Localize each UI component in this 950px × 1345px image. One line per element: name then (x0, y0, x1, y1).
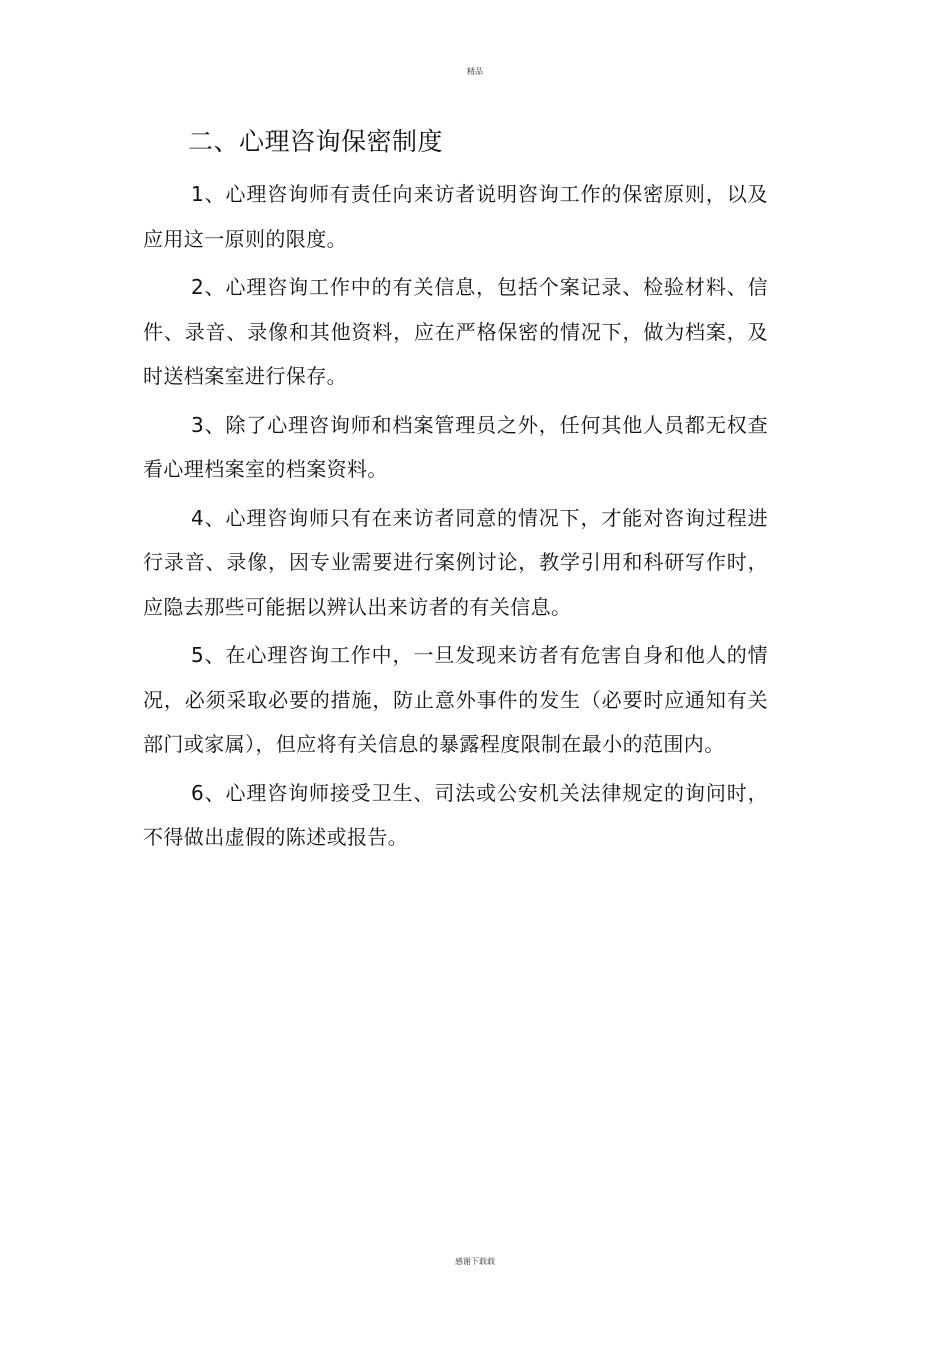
clause-4: 4、心理咨询师只有在来访者同意的情况下，才能对咨询过程进行录音、录像，因专业需要进行案例讨论，教学引用和科研写作时，应隐去那些可能据以辨认出来访者的有关信息。 (143, 505, 768, 619)
document-title: 二、心理咨询保密制度 (188, 127, 444, 156)
clause-5: 5、在心理咨询工作中，一旦发现来访者有危害自身和他人的情况，必须采取必要的措施，防止意外事件的发生（必要时应通知有关部门或家属），但应将有关信息的暴露程度限制在最小的范围内。 (143, 643, 768, 756)
clause-3: 3、除了心理咨询师和档案管理员之外，任何其他人员都无权查看心理档案室的档案资料。 (143, 412, 768, 481)
clause-2: 2、心理咨询工作中的有关信息，包括个案记录、检验材料、信件、录音、录像和其他资料，应在严格保密的情况下，做为档案，及时送档案室进行保存。 (143, 275, 768, 388)
page-footer: 感谢下载载 (455, 1257, 495, 1266)
page-header: 精品 (467, 67, 483, 76)
clause-6: 6、心理咨询师接受卫生、司法或公安机关法律规定的询问时，不得做出虚假的陈述或报告。 (143, 780, 768, 849)
clause-1: 1、心理咨询师有责任向来访者说明咨询工作的保密原则，以及应用这一原则的限度。 (143, 182, 768, 251)
document-body (143, 122, 768, 864)
